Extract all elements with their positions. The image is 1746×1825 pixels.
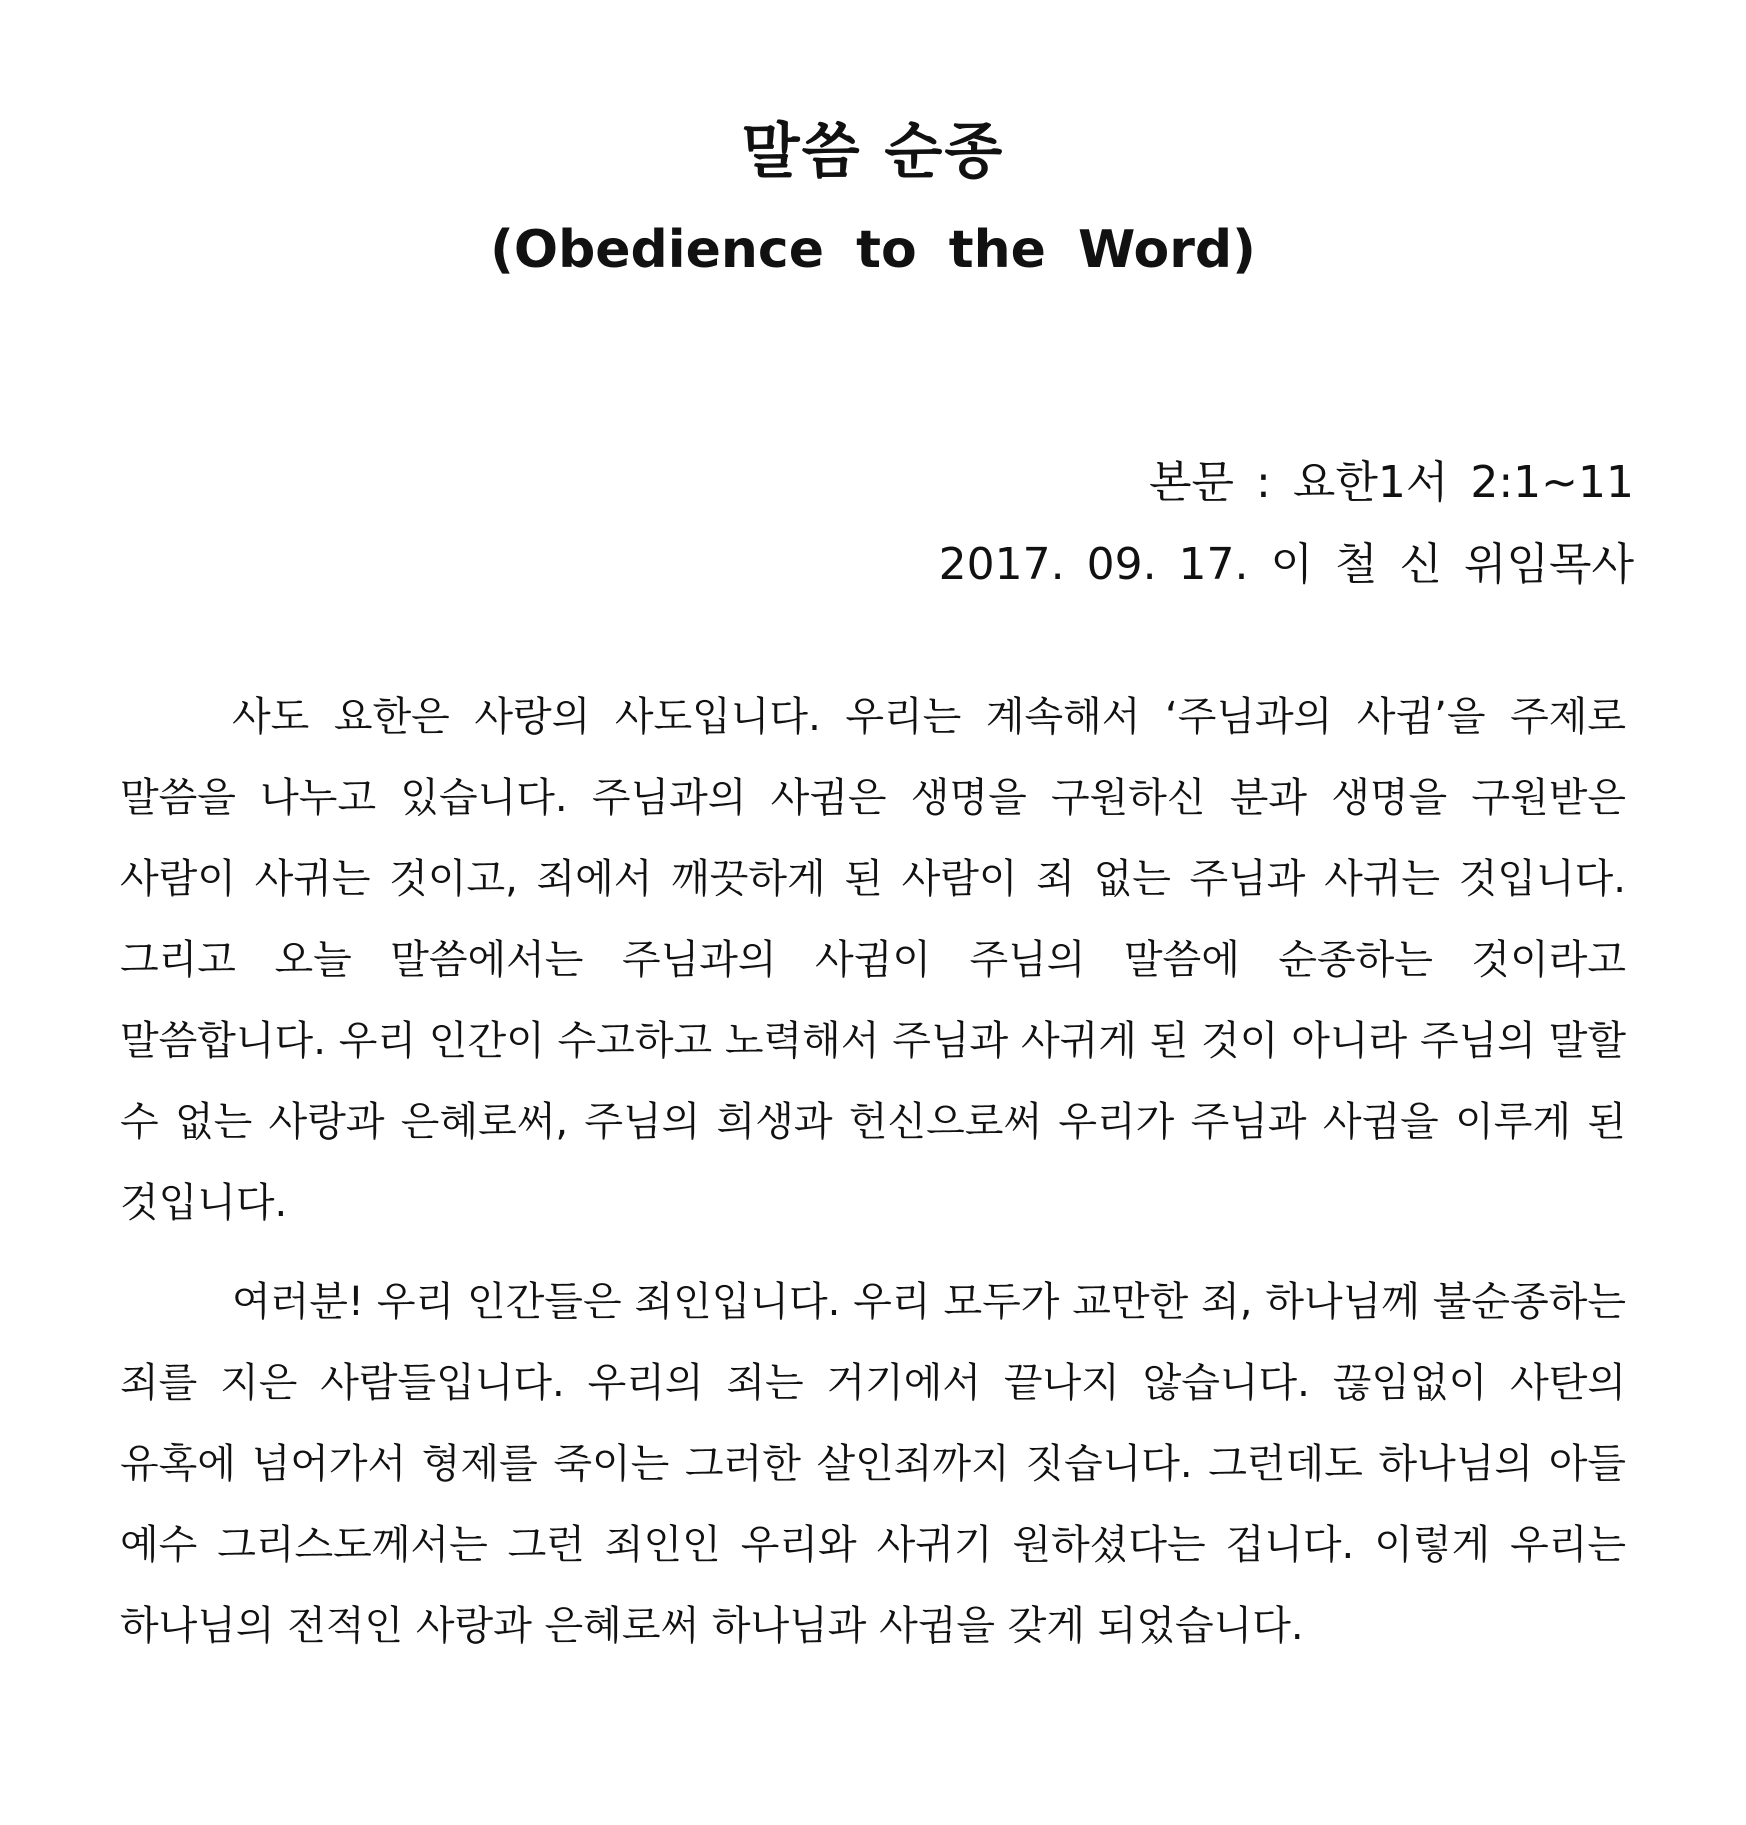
page-title: 말씀 순종: [741, 117, 1005, 187]
page-subtitle: (Obedience to the Word): [490, 220, 1256, 280]
body-paragraph: 사도 요한은 사랑의 사도입니다. 우리는 계속해서 ‘주님과의 사귐’을 주제로 말씀을 나누고 있습니다. 주님과의 사귐은 생명을 구원하신 분과 생명을 구원받은 사람이 사귀는 것이고, 죄에서 깨끗하게 된 사람이 죄 없는 주님과 사귀는 것입니다. 그리고 오늘 말씀에서는 주님과의 사귐이 주님의 말씀에 순종하는 것이라고 말씀합니다. 우리 인간이 수고하고 노력해서 주님과 사귀게 된 것이 아니라 주님의 말할 수 없는 사랑과 은혜로써, 주님의 희생과 헌신으로써 우리가 주님과 사귐을 이루게 된 것입니다.: [120, 694, 1626, 1226]
body-paragraph: 여러분! 우리 인간들은 죄인입니다. 우리 모두가 교만한 죄, 하나님께 불순종하는 죄를 지은 사람들입니다. 우리의 죄는 거기에서 끝나지 않습니다. 끊임없이 사탄의 유혹에 넘어가서 형제를 죽이는 그러한 살인죄까지 짓습니다. 그런데도 하나님의 아들 예수 그리스도께서는 그런 죄인인 우리와 사귀기 원하셨다는 겁니다. 이렇게 우리는 하나님의 전적인 사랑과 은혜로써 하나님과 사귐을 갖게 되었습니다.: [120, 1279, 1626, 1649]
scripture-reference: 본문 : 요한1서 2:1~11: [1149, 457, 1634, 508]
date-and-preacher: 2017. 09. 17. 이 철 신 위임목사: [938, 539, 1634, 590]
